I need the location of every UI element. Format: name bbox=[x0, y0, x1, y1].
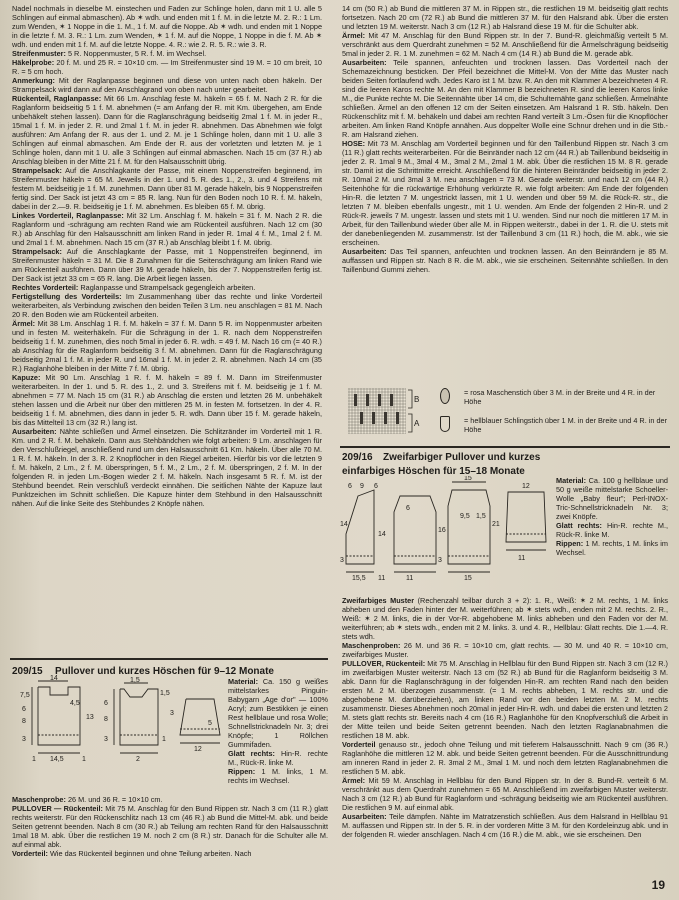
noppen-instructions: Nadel nochmals in dieselbe M. einstechen und Faden zur Schlinge holen, dann mit 1 U. alle 5 Schlingen auf einmal abmaschen). Ab ✶ wdh. und enden mit 1 f. M. in die letzte M. 2. R.: 1 Lm. zum Wenden, ✶ 1 Noppe in die 1. M., 1 f. M. auf die Noppe. Ab ✶ wdh. und enden mit 1 Noppe in die letzte f. M. 3. R.: 1 Lm. zum Wenden, ✶ 1 f. M. auf die Noppe, 1 Noppe in die f. M. Ab ✶ wdh. und enden mit 1 f. M. auf die letzte Noppe. 4. R.: wie 2. R. 5. R.: wie 3. R. bbox=[12, 4, 322, 49]
legend-item-hellblau: = hellblauer Schlingstich über 1 M. in der Breite und 4 R. in der Höhe bbox=[440, 416, 668, 434]
paragraph: 14 cm (50 R.) ab Bund die mittleren 37 M. in Rippen str., die restlichen 19 M. beidseitig glatt rechts fortsetzen. Nach 20 cm (72 R.) ab Bund die mittleren 37 M. für den Halsrand abk. Über die ersten und letzten 19 M. weiterstr. Nach 3 cm (12 R.) ab Halsrand diese 19 M. für die Schulter abk. bbox=[342, 4, 668, 31]
legend-item-rosa: = rosa Maschenstich über 3 M. in der Breite und 4 R. in der Höhe bbox=[440, 388, 668, 406]
legend bbox=[440, 388, 668, 434]
dim-label: 16 bbox=[438, 527, 446, 534]
schematic-209-16 bbox=[340, 476, 550, 586]
material-block-209-15 bbox=[228, 677, 328, 785]
paragraph: PULLOVER, Rückenteil: Mit 75 M. Anschlag in Hellblau für den Bund Rippen str. Nach 3 cm (12 R.) im zweifarbigen Muster weiterstr. Nach 13 cm (52 R.) ab Bund für die Raglanform beidseitig 3 M. abk. Dann für die Raglanschrägung in der folgenden Hin-R. am rechten Rand nach den beiden ersten M. 2 M. überzogen zusammenstr. (= 1 M. rechts abheben, 1 M. rechts str. und die abgehobene M. darüberziehen), am linken Rand vor den beiden letzten M. 2 M. rechts zusammenstr. Dieses Abnehmen noch 20mal in jeder Hin-R. wdh. und dabei die ersten und letzten 2 M. stets glatt rechts str. Bereits nach 4 cm (16 R.) Raglanhöhe für den Knopfverschluß die Arbeit in der Mitte teilen und beide Seiten getrennt beenden. Nach den letzten Raglanabnahmen die restlichen 18 M. abk. bbox=[342, 659, 668, 740]
section-rule bbox=[10, 658, 328, 660]
oval-icon bbox=[440, 388, 450, 404]
dim-label: 1,5 bbox=[476, 513, 486, 520]
section-rule bbox=[340, 446, 670, 448]
paragraph: PULLOVER — Rückenteil: Mit 75 M. Anschlag für den Bund Rippen str. Nach 3 cm (11 R.) glatt rechts weiterstr. Für den Rückenschlitz nach 13 cm (46 R.) ab Bund die Mittel-M. abk. und beide Seiten getrennt beenden. Nach 8 cm (30 R.) ab Teilung am rechten Rand für den Halsausschnitt 1mal 18 M. abk. Über die restlichen 19 M. noch 2 cm (8 R.) str. Danach für die Schulter alle M. auf einmal abk. bbox=[12, 804, 328, 849]
dim-label: 1,5 bbox=[130, 677, 140, 684]
paragraph: Anmerkung: Mit der Raglanpasse beginnen und diese von unten nach oben häkeln. Der Strampelsack wird dann auf den Anschlagrand von oben nach unter gearbeitet. bbox=[12, 76, 322, 94]
instructions-209-15 bbox=[12, 795, 328, 858]
dim-label: 1 bbox=[162, 736, 166, 743]
dim-label: 12 bbox=[522, 483, 530, 490]
paragraph: Rippen: 1 M. rechts, 1 M. links im Wechsel. bbox=[556, 539, 668, 557]
instructions-209-16 bbox=[342, 596, 668, 839]
section-heading-209-15: 209/15 Pullover und kurzes Höschen für 9–12 Monate bbox=[12, 666, 274, 677]
dim-label: 15 bbox=[464, 575, 472, 582]
dim-label: 5 bbox=[208, 720, 212, 727]
page-number: 19 bbox=[651, 878, 665, 892]
dim-label: 13 bbox=[86, 714, 94, 721]
chart-bracket-b: B bbox=[414, 395, 420, 404]
paragraph: Strampelsack: Auf die Anschlagkante der Passe, mit einem Noppenstreifen beginnend, im Streifenmuster häkeln = 65 M. Jeweils in der 1. und 5. R. des 1., 2., 3. und 4 Streifens mit festem M. beidseitig je 1 f. M. zunehmen. Dann über 81 M. gerade häkeln, bis 9 Noppenstreifen fertig sind. Der Sack ist jetzt 43 cm = 85 R. lang. Nun für den Boden noch 10 R. f. M. häkeln, dabei in der 2.—9. R. beidseitig je 1 f. M. abnehmen. Es bleiben 65 f. M. übrig. bbox=[12, 166, 322, 211]
paragraph: Strampelsack: Auf die Anschlagkante der Passe, mit 1 Noppenstreifen beginnend, im Streifenmuster häkeln = 31 M. Die 8 Zunahmen für die Seitenschrägung am linken Rand wie am Rückenteil ausführen. Dann über 39 M. gerade häkeln, bis der 7. Noppenstreifen fertig ist. Der Sack ist jetzt 33 cm = 65 R. lang. Die Arbeit liegen lassen. bbox=[12, 247, 322, 283]
schematic-209-15 bbox=[10, 675, 225, 767]
paragraph: Maschenproben: 26 M. und 36 R. = 10×10 cm, glatt rechts. — 30 M. und 40 R. = 10×10 cm, zweifarbiges Muster. bbox=[342, 641, 668, 659]
dim-label: 9,5 bbox=[460, 513, 470, 520]
paragraph: Zweifarbiges Muster (Rechenzahl teilbar durch 3 + 2): 1. R., Weiß: ✶ 2 M. rechts, 1 M. links abheben und den Faden hinter der M. weiterführen; ab ✶ stets wdh., enden mit 2 M. rechts. 2. R., Weiß: ✶ 2 M. links, die in der Vor-R. abgehobene M. links abheben und den Faden vor der M. weiterführen; ab ✶ stets wdh., enden mit 2 M. links. 3. und 4. R., Hellblau: Glatt rechts. Die 1.—4. R. stets wdh. bbox=[342, 596, 668, 641]
dim-label: 3 bbox=[22, 736, 26, 743]
dim-label: 1 bbox=[32, 756, 36, 763]
dim-label: 12 bbox=[194, 746, 202, 753]
paragraph: Material: Ca. 100 g hellblaue und 50 g weiße mittelstarke Schoeller-Wolle „Baby fleur"; Perl-INOX-Tric-Schnellstricknadeln Nr. 3; zwei Knöpfe. bbox=[556, 476, 668, 521]
paragraph: Glatt rechts: Hin-R. rechte M., Rück-R. linke M. bbox=[228, 749, 328, 767]
dim-label: 6 bbox=[406, 505, 410, 512]
paragraph: Rückenteil, Raglanpasse: Mit 66 Lm. Anschlag feste M. häkeln = 65 f. M. Nach 2 R. für die Raglanform beidseitig 5 1 f. M. abnehmen (= am Anfang der R. mit Km. übergehen, am Ende unbehäkelt stehen lassen). Dann für die Raglanschrägung beidseitig 2mal 1 f. M. in jeder R., 15mal 1 f. M. in jeder 2. R. und 2mal 1 f. M. in jeder R. abnehmen. Das Abnehmen wie folgt ausführen: Am Anfang der R. aus der 1. und 2. M. je 1 Schlinge holen, dann mit 1 U. alle 3 Schlingen auf einmal abmaschen. Am Ende der R. aus der vorletzten und letzten M. je 1 Schlinge holen, dann mit 1 U. alle 3 Schlingen auf einmal abmaschen. Nach 15 cm (37 R.) ab Anschlag bleiben in der Mitte 21 f. M. für den Halsausschnitt übrig. bbox=[12, 94, 323, 166]
paragraph: Vorderteil genauso str., jedoch ohne Teilung und mit tieferem Halsausschnitt. Nach 9 cm (36 R.) Raglanhöhe die mittleren 12 M. abk. und beide Seiten getrennt beenden. Für die Ausschnittrundung am inneren Rand in jeder 2. R. 3mal 2 M., 3mal 1 M. und noch dem letzten Raglanabnehmen die restlichen 5 M. abk. bbox=[342, 740, 668, 776]
paragraph: Rechtes Vorderteil: Raglanpasse und Strampelsack gegengleich arbeiten. bbox=[12, 283, 256, 292]
dim-label: 3 bbox=[438, 557, 442, 564]
dim-label: 8 bbox=[22, 718, 26, 725]
paragraph: Vorderteil: Wie das Rückenteil beginnen und ohne Teilung arbeiten. Nach bbox=[12, 849, 252, 858]
loop-stitch-icon bbox=[440, 416, 450, 432]
dim-label: 11 bbox=[518, 555, 526, 562]
paragraph: Glatt rechts: Hin-R. rechte M., Rück-R. linke M. bbox=[556, 521, 669, 539]
dim-label: 21 bbox=[492, 521, 500, 528]
dim-label: 8 bbox=[104, 716, 108, 723]
paragraph: Material: Ca. 150 g weißes mittelstarkes Pinguin-Babygarn „Age d'or" — 100% Acryl; zum Bestikken je einen Rest hellblaue und rosa Wolle; Schnellstricknadeln Nr. 3; drei Knöpfe; 1 Röllchen Gummifaden. bbox=[228, 677, 328, 749]
dim-label: 11 bbox=[406, 575, 414, 582]
dim-label: 7,5 bbox=[20, 692, 30, 699]
paragraph: Maschenprobe: 26 M. und 36 R. = 10×10 cm. bbox=[12, 795, 163, 804]
dim-label: 6 bbox=[104, 700, 108, 707]
dim-label: 15,5 bbox=[352, 575, 366, 582]
paragraph: Linkes Vorderteil, Raglanpasse: Mit 32 Lm. Anschlag f. M. häkeln = 31 f. M. Nach 2 R. die Raglanform und -schrägung am rechten Rand wie am Rückenteil ausführen. Nach 12 cm (30 R.) ab Anschlag für den Halsausschnitt am linken Rand in jeder R. 1mal 4 f. M., 1mal 2 f. M. und 2mal 1 f. M. abnehmen. Nach 15 cm (37 R.) ab Anschlag bleibt 1 f. M. übrig. bbox=[12, 211, 323, 247]
paragraph: Rippen: 1 M. links, 1 M. rechts im Wechsel. bbox=[228, 767, 328, 785]
dim-label: 14 bbox=[50, 675, 58, 682]
material-block-209-16 bbox=[556, 476, 668, 557]
dim-label: 6 bbox=[22, 706, 26, 713]
dim-label: 14 bbox=[378, 531, 386, 538]
paragraph: Ärmel: Mit 47 M. Anschlag für den Bund Rippen str. In der 7. Bund-R. gleichmäßig verteilt 5 M. verschränkt aus dem Querdraht zunehmen = 52 M. Anschließend für die Ärmelschrägung beidseitig 5mal in jeder 2. R. 1 M. zunehmen = 62 M. Nach 4 cm (14 R.) ab Bund die M. gerade abk. bbox=[342, 31, 668, 58]
dim-label: 3 bbox=[170, 710, 174, 717]
chart-bracket-a: A bbox=[414, 419, 420, 428]
dim-label: 6 bbox=[374, 483, 378, 490]
paragraph: Ausarbeiten: Teile spannen, anfeuchten und trocknen lassen. Das Vorderteil nach der Schemazeichnung besticken. Der Pfeil bezeichnet die Mittel-M. Von der Mitte das Muster nach beiden Seiten fortlaufend wdh. Jedes Karo ist 1 M. bzw. R. An den mit Klammer A bezeichneten 4 R. sind die leeren Karos rechte M. An den mit Klammer B bezeichneten R. sind die leeren Karos linke M., die Punkte rechte M. Die Seitennähte über 14 cm, die Schulternähte ganz schließen. Ärmelnähte schließen. Ärmel an den offenen 12 cm der Seiten einsetzen. Am Halsrand 1 R. Stb. häkeln. Den Rückenschlitz mit f. M. behäkeln und dabei am rechten Rand verteilt 3 Lm.-Ösen für die Knopflöcher arbeiten. Am linken Rand Knöpfe annähen. Aus doppelter Wolle eine Schnur drehen und in die Stb.-R. am Halsrand ziehen. bbox=[342, 58, 668, 139]
paragraph: Ärmel: Mit 59 M. Anschlag in Hellblau für den Bund Rippen str. In der 8. Bund-R. verteilt 6 M. verschränkt aus dem Querdraht zunehmen = 65 M. Anschließend im zweifarbigen Muster weiterstr. Nach 3 cm (12 R.) ab Bund für Raglanform und -schrägung beidseitig wie am Rückenteil ausführen. Die restlichen 9 M. auf einmal abk. bbox=[342, 776, 668, 812]
right-column bbox=[342, 4, 668, 274]
dim-label: 11 bbox=[378, 575, 386, 582]
paragraph: HOSE: Mit 73 M. Anschlag am Vorderteil beginnen und für den Taillenbund Rippen str. Nach 3 cm (11 R.) glatt rechts weiterarbeiten. Für die Beinränder nach 12 cm (44 R.) ab Taillenbund beidseitig in jeder 2. R. 1mal 9 M., 3mal 4 M., 3mal 2 M., 2mal 1 M. abk. Über die restlichen 15 M. 8 R. gerade str. Damit ist die Schrittmitte erreicht. Anschließend für die hinteren Beinränder beidseitig in jeder 2. R. 10mal 2 M. und 3mal 3 M. neu anschlagen = 73 M. Gerade weiterstr. und nach 12 cm (44 R.) Seitenhöhe für die rückwärtige Erhöhung verkürzte R. wie folgt arbeiten: Am Ende der folgenden Hin-R. die letzten 7 M. ungestrickt lassen, mit 1 U. wenden und über 59 M. die Rück-R. str., die letzten 7 M. bleiben ebenfalls ungestr., mit 1 U. wenden. Am Ende der folgenden 2 Hin-R. und 2 Rück-R. jeweils 7 M. ungestr. lassen und stets mit 1 U. wenden. Sind nur noch die mittleren 17 M. in Arbeit, für den Taillenbund wieder über alle M. in Rippen weiterstr., dabei in der 1. R. die U. stets mit der danebenliegenden M. zusammenstr. Ist der Taillenbund 3 cm (11 R.) hoch, die M. abk., wie sie erscheinen. bbox=[342, 139, 668, 247]
paragraph: Ausarbeiten: Das Teil spannen, anfeuchten und trocknen lassen. An den Beinrändern je 85 M. auffassen und Rippen str. Nach 8 R. die M. abk., wie sie erscheinen. Seitennähte schließen. In den Taillenbund Gummi ziehen. bbox=[342, 247, 668, 274]
paragraph: Ausarbeiten: Teile dämpfen. Nähte im Matratzenstich schließen. Aus dem Halsrand in Hellblau 91 M. auffassen und Rippen str. In der 5. R. in der vorderen Mitte 3 M. für den Kordeleinzug abk. und in der folgenden R. wieder anschlagen. Nach 4 cm (16 R.) die M. abk., wie sie erscheinen. Den bbox=[342, 812, 668, 839]
dim-label: 4,5 bbox=[70, 700, 80, 707]
dim-label: 3 bbox=[340, 557, 344, 564]
paragraph: Ausarbeiten: Nähte schließen und Ärmel einsetzen. Die Schlitzränder im Vorderteil mit 1 R. Km. und 2 R. f. M. behäkeln. Dann aus Stehbändchen wie folgt arbeiten: 9 Lm. anschlagen für den Verschlußriegel, anschließend rund um den Halsausschnitt 61 Km. häkeln. Über alle 70 M. 1 R. f. M. häkeln. In der 3. R. 2 Knopflöcher in den Riegel arbeiten. Hierfür bis vor die letzten 9 f. M. häkeln, 2 Lm., 2 f. M. überspringen, 5 f. M., 2 Lm., 2 f. M. überspringen, 2 f. M. In der folgenden R. in jeden Lm.-Bogen wieder 2 f. M. häkeln. Nach insgesamt 5 R. f. M. ist der Stehbund beendet. Rein verschluß verdeckt einnähen. Die seitlichen Nähte der Kapuze laut Punktzeichen im Schnitt schließen. Die Kapuze hinter dem Stehbund in den Halsausschnitt nähen. Auf die linke Seite des Stehbundes 2 Knöpfe nähen. bbox=[12, 427, 322, 508]
dim-label: 3 bbox=[104, 736, 108, 743]
dim-label: 14 bbox=[340, 521, 348, 528]
dim-label: 2 bbox=[136, 756, 140, 763]
embroidery-chart bbox=[346, 386, 426, 438]
paragraph: Kapuze: Mit 90 Lm. Anschlag 1 R. f. M. häkeln = 89 f. M. Dann im Streifenmuster weiterarbeiten. In der 1. und 5. R. des 1., 2. und 3. Streifens mit f. M. beidseitig je 1 f. M. abnehmen = 77 M. Nach 15 cm (31 R.) ab Anschlag die ersten und letzten 26 M. unbehäkelt stehen lassen und die Arbeit nur über den mittleren 25 M. in festen M. fortsetzen. In der 4. R. beidseitig 1 f. M. abnehmen, dies dann in jeder 5. R. wdh. Dann über 15 f. M. gerade häkeln, bis das Mittelteil 13 cm (32 R.) lang ist. bbox=[12, 373, 322, 427]
dim-label: 14,5 bbox=[50, 756, 64, 763]
dim-label: 9 bbox=[360, 483, 364, 490]
left-column bbox=[12, 4, 322, 508]
dim-label: 1 bbox=[82, 756, 86, 763]
paragraph: Ärmel: Mit 38 Lm. Anschlag 1 R. f. M. häkeln = 37 f. M. Dann 5 R. im Noppenmuster arbeiten und in festen M. weiterhäkeln. Für die Schrägung in der 1. R. nach dem Noppenstreifen beidseitig 1 f. M. zunehmen, dies noch 5mal in jeder 6. R. wdh. = 49 f. M. Nach 16 cm (= 40 R.) ab Anschlag für die Raglanform beidseitig 3 f. M. abnehmen. Dann für die Raglanschrägung beidseitig 2mal 1 f. M. in jeder R. und 16mal 1 f. M. in jeder 2. R. abnehmen. Nach 14 cm (35 R.) Raglanhöhe bleiben in der Mitte 7 f. M. übrig. bbox=[12, 319, 322, 373]
dim-label: 1,5 bbox=[160, 690, 170, 697]
paragraph: Fertigstellung des Vorderteils: Im Zusammenhang über das rechte und linke Vorderteil weiterarbeiten, als Verbindung zwischen den beiden Teilen 3 Lm. neu anschlagen = 81 M. Nach 20 R. den Boden wie am Rückenteil arbeiten. bbox=[12, 292, 322, 319]
section-heading-209-16: 209/16 Zweifarbiger Pullover und kurzes einfarbiges Höschen für 15–18 Monate bbox=[342, 452, 541, 477]
dim-label: 15 bbox=[464, 476, 472, 482]
dim-label: 6 bbox=[348, 483, 352, 490]
paragraph: Streifenmuster: 5 R. Noppenmuster, 5 R. f. M. im Wechsel. bbox=[12, 49, 207, 58]
paragraph: Häkelprobe: 20 f. M. und 25 R. = 10×10 cm. — Im Streifenmuster sind 19 M. = 10 cm breit, 10 R. = 5 cm hoch. bbox=[12, 58, 322, 76]
